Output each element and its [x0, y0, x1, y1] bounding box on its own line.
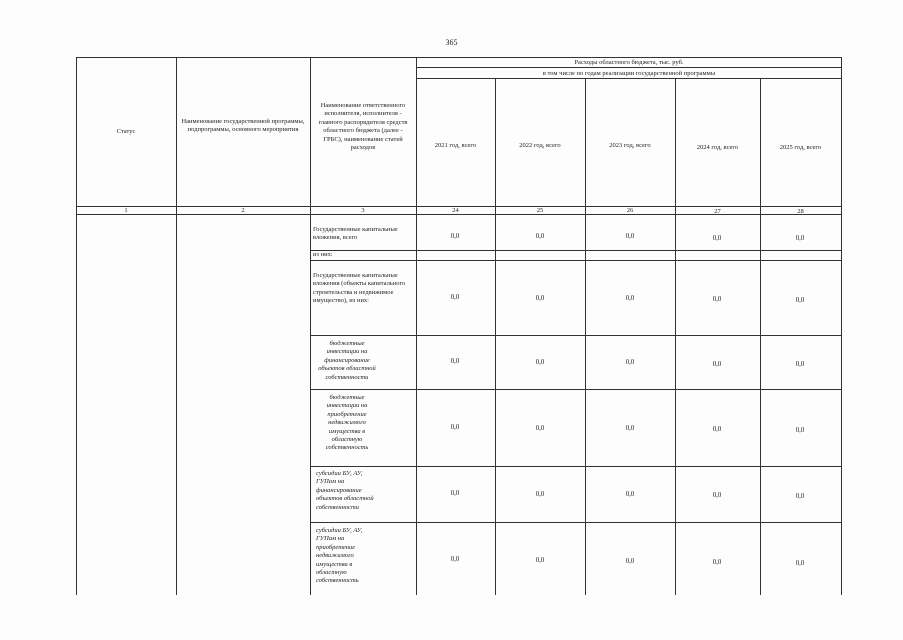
- column-number: 26: [626, 207, 634, 214]
- column-border: [76, 57, 77, 595]
- table-cell: 0,0: [625, 425, 635, 432]
- table-cell: 0,0: [535, 491, 545, 498]
- table-cell: 0,0: [625, 233, 635, 240]
- column-border: [760, 78, 761, 595]
- table-cell: 0,0: [535, 359, 545, 366]
- table-cell: 0,0: [795, 493, 805, 500]
- table-cell: 0,0: [450, 358, 460, 365]
- table-cell: 0,0: [712, 426, 722, 433]
- column-number: 2: [241, 207, 245, 214]
- header-budget-title: Расходы областного бюджета, тыс. руб.: [574, 59, 684, 66]
- row-label: бюджетные инвестиции на финансирование объектов областной собственности: [318, 340, 376, 381]
- table-cell: 0,0: [795, 297, 805, 304]
- row-label: из них:: [313, 251, 333, 258]
- column-number: 1: [124, 207, 128, 214]
- table-cell: 0,0: [795, 361, 805, 368]
- column-number: 25: [536, 207, 544, 214]
- column-border: [841, 57, 842, 595]
- table-cell: 0,0: [535, 295, 545, 302]
- header-status: Статус: [116, 128, 136, 135]
- table-cell: 0,0: [625, 295, 635, 302]
- row-label: Государственные капитальные вложения (объекты капитального строительства и недвижимое имущество), из них:: [313, 272, 406, 305]
- table-cell: 0,0: [712, 235, 722, 242]
- header-year-2023: 2023 год, всего: [609, 142, 651, 149]
- table-cell: 0,0: [535, 233, 545, 240]
- column-border: [585, 78, 586, 595]
- column-border: [495, 78, 496, 595]
- page-number: 365: [445, 38, 458, 47]
- table-cell: 0,0: [625, 491, 635, 498]
- column-number: 3: [361, 207, 365, 214]
- row-label: бюджетные инвестиции на приобретение недвижимого имущества в областную собственность: [325, 394, 369, 452]
- header-year-2025: 2025 год, всего: [779, 144, 822, 151]
- table-cell: 0,0: [450, 424, 460, 431]
- header-executor: Наименование ответственного исполнителя, исполнителя - главного распорядителя средств областного бюджета (далее - ГРБС), наименование статей расходов: [318, 102, 408, 152]
- header-program-name: Наименование государственной программы, подпрограммы, основного мероприятия: [181, 118, 305, 134]
- row-divider: [310, 260, 842, 261]
- column-number: 24: [452, 207, 459, 214]
- table-cell: 0,0: [712, 296, 722, 303]
- column-number: 28: [797, 208, 804, 215]
- table-cell: 0,0: [795, 560, 805, 567]
- table-cell: 0,0: [450, 294, 460, 301]
- row-divider: [310, 335, 842, 336]
- table-cell: 0,0: [625, 359, 635, 366]
- table-cell: 0,0: [450, 490, 460, 497]
- row-label: субсидии БУ, АУ, ГУПам на приобретение недвижимого имущества в областную собственность: [316, 527, 363, 585]
- row-divider: [310, 522, 842, 523]
- table-cell: 0,0: [795, 235, 805, 242]
- column-number: 27: [714, 208, 721, 215]
- table-cell: 0,0: [625, 558, 635, 565]
- row-divider: [310, 389, 842, 390]
- table-cell: 0,0: [712, 559, 722, 566]
- row-label: Государственные капитальные вложения, всего: [313, 226, 398, 242]
- row-label: субсидии БУ, АУ, ГУПам на финансирование объектов областной собственности: [316, 470, 374, 511]
- table-cell: 0,0: [712, 361, 722, 368]
- header-year-2024: 2024 год, всего: [696, 144, 739, 151]
- table-cell: 0,0: [712, 492, 722, 499]
- column-border: [176, 57, 177, 595]
- table-cell: 0,0: [450, 556, 460, 563]
- table-cell: 0,0: [535, 425, 545, 432]
- column-border: [310, 57, 311, 595]
- table-cell: 0,0: [450, 233, 460, 240]
- column-border: [675, 78, 676, 595]
- header-by-years: в том числе по годам реализации государственной программы: [542, 70, 716, 77]
- column-border: [416, 57, 417, 595]
- table-top-border: [76, 57, 842, 58]
- header-year-2022: 2022 год, всего: [519, 142, 561, 149]
- table-cell: 0,0: [795, 427, 805, 434]
- row-divider: [310, 466, 842, 467]
- table-cell: 0,0: [535, 557, 545, 564]
- header-year-2021: 2021 год, всего: [434, 142, 477, 149]
